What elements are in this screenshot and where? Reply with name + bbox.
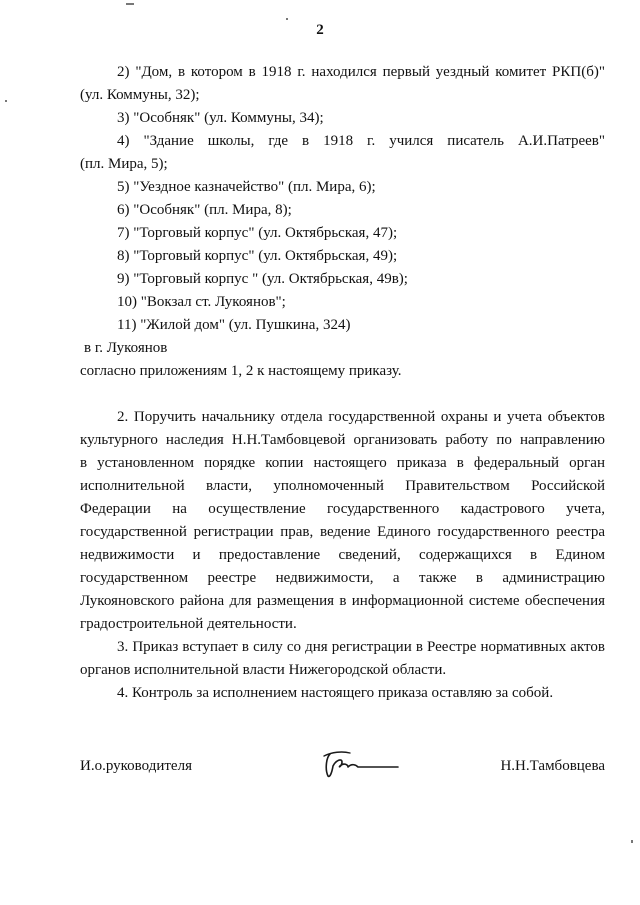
list-item-4-line1: 4) "Здание школы, где в 1918 г. учился писатель А.И.Патреев"	[117, 133, 605, 149]
paragraph-2-line: исполнительной власти, уполномоченный Правительством Российской	[80, 478, 605, 494]
paragraph-4: 4. Контроль за исполнением настоящего приказа оставляю за собой.	[117, 685, 554, 701]
list-item-3: 3) "Особняк" (ул. Коммуны, 34);	[117, 110, 324, 126]
list-item-2-line2: (ул. Коммуны, 32);	[80, 87, 200, 103]
list-item-10: 10) "Вокзал ст. Лукоянов";	[117, 294, 286, 310]
paragraph-2-line: градостроительной деятельности.	[80, 616, 297, 632]
paragraph-3-line: 3. Приказ вступает в силу со дня регистрации в Реестре нормативных актов	[117, 639, 605, 655]
scan-speck	[631, 840, 633, 843]
signatory-name: Н.Н.Тамбовцева	[500, 758, 605, 774]
paragraph-2-line: государственной регистрации прав, ведение Единого государственного реестра	[80, 524, 605, 540]
list-item-7: 7) "Торговый корпус" (ул. Октябрьская, 47);	[117, 225, 398, 241]
list-item-4-line2: (пл. Мира, 5);	[80, 156, 168, 172]
list-item-6: 6) "Особняк" (пл. Мира, 8);	[117, 202, 292, 218]
annex-line: согласно приложениям 1, 2 к настоящему приказу.	[80, 363, 402, 379]
scan-speck	[126, 3, 134, 5]
paragraph-2-line: в установленном порядке копии настоящего приказа в федеральный орган	[80, 455, 605, 471]
paragraph-3-line: органов исполнительной власти Нижегородской области.	[80, 662, 447, 678]
paragraph-2-line: государственном реестре недвижимости, а также в администрацию	[80, 570, 605, 586]
scan-speck	[286, 18, 288, 20]
list-item-8: 8) "Торговый корпус" (ул. Октябрьская, 49);	[117, 248, 398, 264]
paragraph-2-line: 2. Поручить начальнику отдела государственной охраны и учета объектов	[117, 409, 605, 425]
signatory-title: И.о.руководителя	[80, 758, 192, 774]
page-number: 2	[316, 22, 324, 38]
paragraph-2-line: Лукояновского района для размещения в информационной системе обеспечения	[80, 593, 605, 609]
city-line: в г. Лукоянов	[84, 340, 168, 356]
scan-speck	[5, 100, 7, 102]
handwritten-signature	[318, 748, 400, 782]
list-item-11: 11) "Жилой дом" (ул. Пушкина, 324)	[117, 317, 351, 333]
list-item-5: 5) "Уездное казначейство" (пл. Мира, 6);	[117, 179, 376, 195]
paragraph-2-line: культурного наследия Н.Н.Тамбовцевой организовать работу по направлению	[80, 432, 605, 448]
paragraph-2-line: Федерации на осуществление государственного кадастрового учета,	[80, 501, 605, 517]
list-item-9: 9) "Торговый корпус " (ул. Октябрьская, 49в);	[117, 271, 408, 287]
list-item-2-line1: 2) "Дом, в котором в 1918 г. находился первый уездный комитет РКП(б)"	[117, 64, 605, 80]
paragraph-2-line: недвижимости и предоставление сведений, содержащихся в Едином	[80, 547, 605, 563]
